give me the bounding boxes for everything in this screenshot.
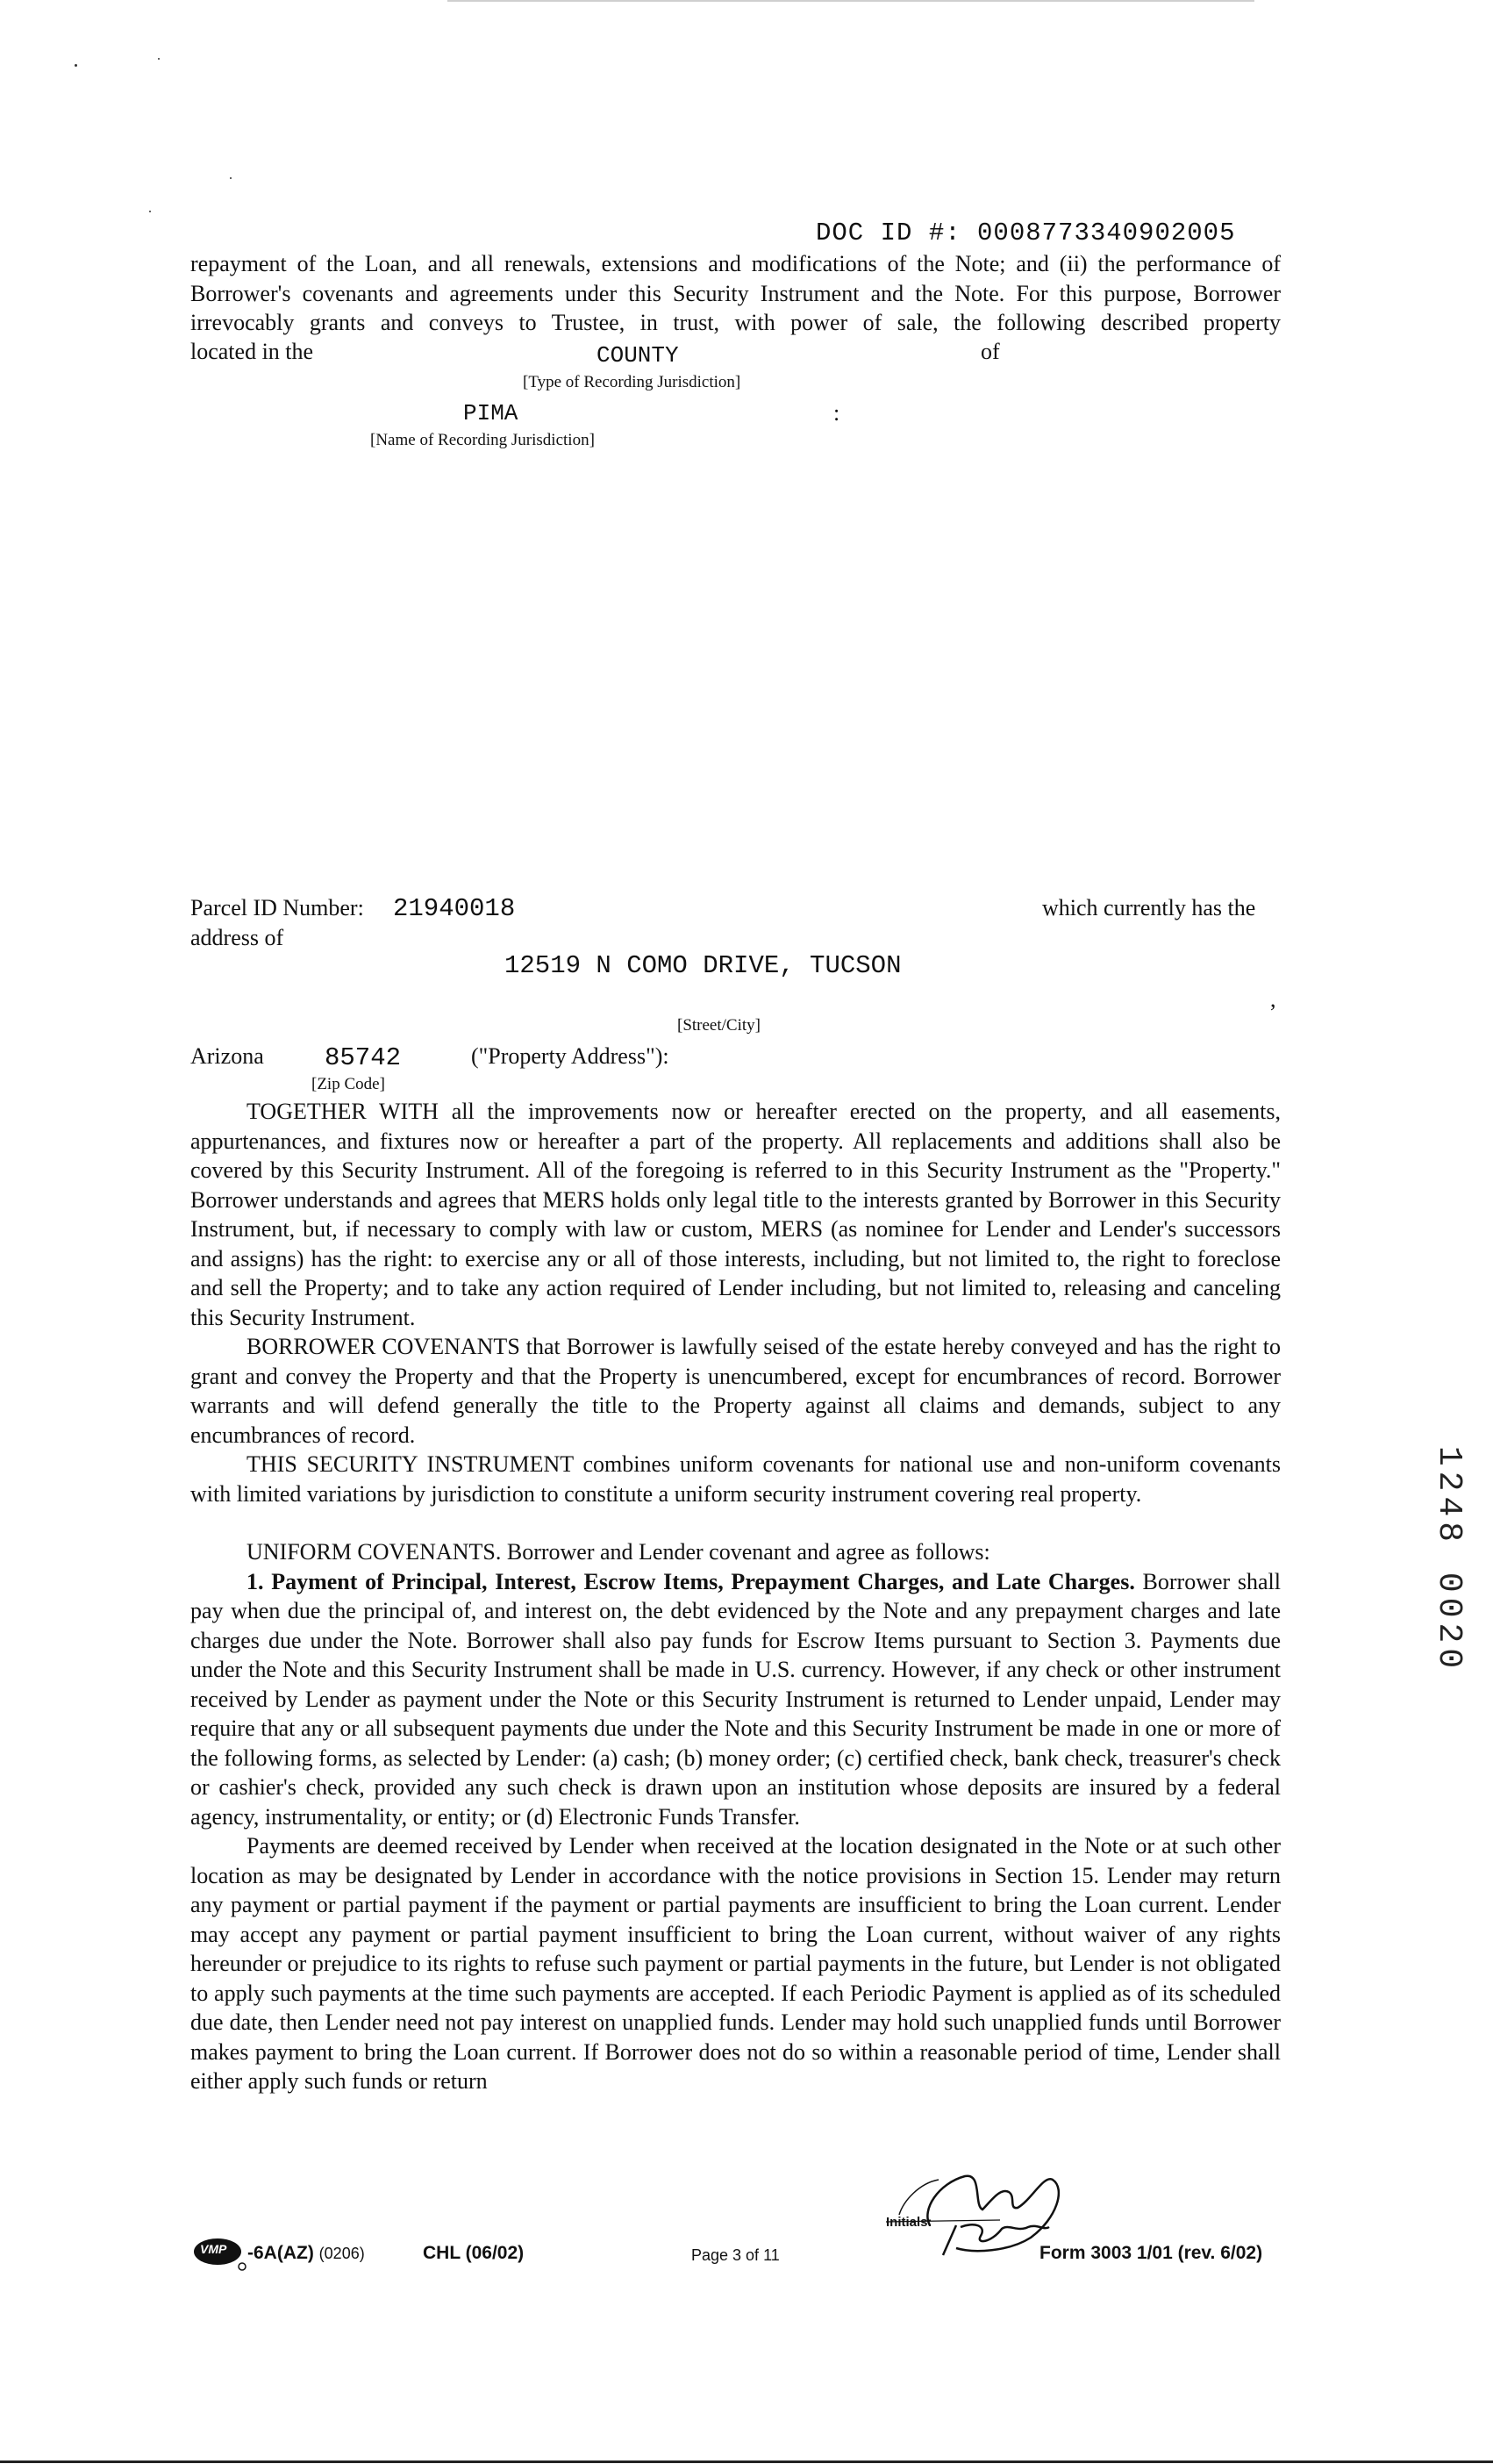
section-1-body: Borrower shall pay when due the principal of, and interest on, the debt evidenced by the Note and any prepayment charges and late charges due under the Note. Borrower shall also pay funds for Escrow Items pursuant to Section 3. Payments due under the Note and this Security Instrument shall be made in U.S. currency. However, if any check or other instrument received by Lender as payment under the Note or this Security Instrument is returned to Lender unpaid, Lender may require that any or all subsequent payments due under the Note and this Security Instrument be made in one or more of the following forms, as selected by Lender: (a) cash; (b) money order; (c) certified check, bank check, treasurer's check or cashier's check, provided any such check is drawn upon an institution whose deposits are insured by a federal agency, instrumentality, or entity; or (d) Electronic Funds Transfer. <box>190 1568 1281 1830</box>
form-code-date: (0206) <box>318 2245 365 2262</box>
scan-speck <box>149 211 151 212</box>
page-number: Page 3 of 11 <box>691 2246 780 2264</box>
initials-label: Initials: <box>886 2215 932 2230</box>
parcel-trailing: which currently has the <box>1042 895 1256 920</box>
main-body <box>190 1097 1281 2096</box>
scan-speck <box>158 58 160 60</box>
intro-line-3: irrevocably grants and conveys to Trustee, in trust, with power of sale, the following described property <box>190 310 1281 335</box>
borrower-covenants-paragraph: BORROWER COVENANTS that Borrower is lawfully seised of the estate hereby conveyed and has the right to grant and convey the Property and that the Property is unencumbered, except for encumbrances of record. Borrower warrants and will defend generally the title to the Property against all claims and demands, subject to any encumbrances of record. <box>190 1334 1281 1448</box>
jurisdiction-type: COUNTY <box>596 342 679 369</box>
payments-deemed-paragraph: Payments are deemed received by Lender when received at the location designated in the Note or at such other location as may be designated by Lender in accordance with the notice provisions in Section 15. Lender may return any payment or partial payment if the payment or partial payments are insufficient to bring the Loan current. Lender may accept any payment or partial payment insufficient to bring the Loan current, without waiver of any rights hereunder or prejudice to its rights to refuse such payment or partial payments in the future, but Lender is not obligated to apply such payments at the time such payments are accepted. If each Periodic Payment is applied as of its scheduled due date, then Lender need not pay interest on unapplied funds. Lender may hold such unapplied funds until Borrower makes payment to bring the Loan current. If Borrower does not do so within a reasonable period of time, Lender shall either apply such funds or return <box>190 1833 1281 2094</box>
of-label: of <box>981 339 1000 364</box>
top-scan-edge <box>447 0 1254 2</box>
vmp-logo <box>193 2236 249 2271</box>
jurisdiction-colon: : <box>833 400 840 426</box>
vmp-logo-text: VMP <box>200 2242 227 2256</box>
side-recording-number-text: 1248 0020 <box>1430 1445 1468 1673</box>
doc-id: DOC ID #: 0008773340902005 <box>816 218 1236 247</box>
form-number: Form 3003 1/01 (rev. 6/02) <box>1039 2243 1263 2263</box>
jurisdiction-name: PIMA <box>463 400 518 426</box>
zip-code-caption: [Zip Code] <box>311 1075 385 1093</box>
uniform-covenants-heading: UNIFORM COVENANTS. Borrower and Lender covenant and agree as follows: <box>246 1539 990 1565</box>
scan-speck <box>230 177 232 179</box>
property-address-label: ("Property Address"): <box>471 1043 669 1069</box>
street-city-comma: , <box>1270 986 1276 1012</box>
intro-block <box>190 249 1281 338</box>
intro-line-2: Borrower's covenants and agreements under this Security Instrument and the Note. For this purpose, Borrower <box>190 280 1281 306</box>
jurisdiction-type-caption: [Type of Recording Jurisdiction] <box>523 373 741 391</box>
street-city-caption: [Street/City] <box>677 1016 761 1035</box>
state: Arizona <box>190 1043 264 1069</box>
jurisdiction-name-caption: [Name of Recording Jurisdiction] <box>370 431 595 449</box>
side-recording-number <box>1426 1415 1472 1704</box>
scan-speck <box>75 64 77 67</box>
address-of-label: address of <box>190 925 284 950</box>
chl-code: CHL (06/02) <box>423 2243 525 2263</box>
form-code-main: -6A(AZ) <box>247 2243 314 2263</box>
located-in-label: located in the <box>190 339 314 364</box>
parcel-label: Parcel ID Number: <box>190 895 364 920</box>
together-paragraph: TOGETHER WITH all the improvements now or hereafter erected on the property, and all easements, appurtenances, and fixtures now or hereafter a part of the property. All replacements and additions shall also be covered by this Security Instrument. All of the foregoing is referred to in this Security Instrument as the "Property." Borrower understands and agrees that MERS holds only legal title to the interests granted by Borrower in this Security Instrument, but, if necessary to comply with law or custom, MERS (as nominee for Lender and Lender's successors and assigns) has the right: to exercise any or all of those interests, including, but not limited to, the right to foreclose and sell the Property; and to take any action required of Lender including, but not limited to, releasing and canceling this Security Instrument. <box>190 1099 1281 1330</box>
zip-code: 85742 <box>325 1043 402 1072</box>
section-1-heading: 1. Payment of Principal, Interest, Escrow Items, Prepayment Charges, and Late Charges. <box>246 1568 1135 1594</box>
bottom-scan-edge <box>0 2460 1493 2463</box>
security-instrument-paragraph: THIS SECURITY INSTRUMENT combines uniform covenants for national use and non-uniform covenants with limited variations by jurisdiction to constitute a uniform security instrument covering real property. <box>190 1451 1281 1507</box>
intro-line-1: repayment of the Loan, and all renewals, extensions and modifications of the Note; and (ii) the performance of <box>190 251 1281 276</box>
street-city: 12519 N COMO DRIVE, TUCSON <box>504 951 902 980</box>
form-code <box>247 2243 365 2264</box>
section-1-paragraph <box>190 1567 1281 1832</box>
parcel-number: 21940018 <box>393 894 516 923</box>
